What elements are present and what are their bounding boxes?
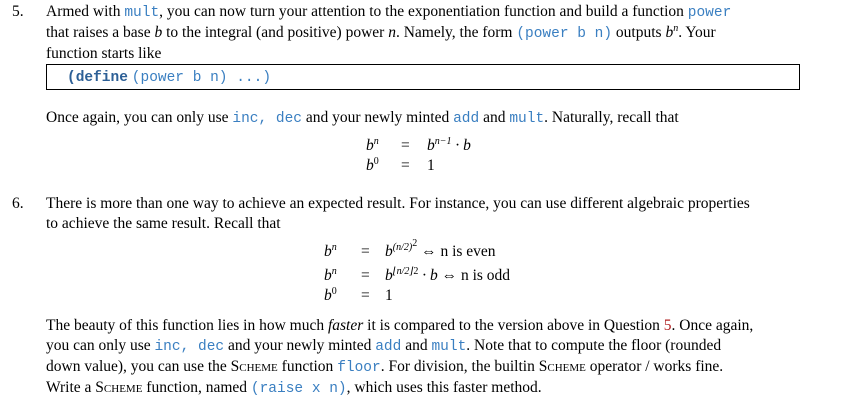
equation-b-lhs: $b^n$ — [324, 266, 337, 284]
math-bn: $b^n$ — [665, 23, 679, 41]
question-number: 6. — [12, 195, 24, 212]
equation-a-rel: = — [360, 243, 371, 260]
equation-a-rhs: $b^{(n/2)2}$ ⇔ n is even — [385, 238, 496, 260]
question-link[interactable]: 5 — [663, 317, 672, 334]
equation-2-rel: = — [400, 157, 411, 174]
scheme-name: Scheme — [230, 358, 278, 375]
code-inc-dec: inc, dec — [154, 339, 225, 355]
text: Once again, you can only use — [46, 109, 229, 126]
text: The beauty of this function lies in how much — [46, 317, 325, 334]
text: function — [281, 358, 334, 375]
text: . Note that to compute the floor (rounded — [466, 337, 722, 354]
text: . Your — [678, 24, 716, 41]
question-6-paragraph — [12, 316, 852, 399]
text: you can only use — [46, 337, 151, 354]
equation-1-rhs: $b^{n-1} \cdot b$ — [427, 136, 471, 154]
text: , which uses this faster method. — [346, 379, 542, 396]
code-mult: mult — [124, 5, 160, 21]
math-n: n — [388, 24, 396, 41]
code-power: power — [687, 5, 732, 21]
text: down value), you can use the — [46, 358, 227, 375]
code-block — [46, 64, 800, 90]
equation-c-lhs: $b^0$ — [324, 286, 337, 304]
text: to achieve the same result. Recall that — [46, 215, 281, 232]
text: it is compared to the version above in Question — [367, 317, 660, 334]
equation-b-rhs: $b^{⌊n/2⌋2} \cdot b$ ⇔ n is odd — [385, 266, 511, 284]
text: . Namely, the form — [395, 24, 513, 41]
equation-1-lhs: $b^n$ — [366, 136, 379, 154]
question-number: 5. — [12, 3, 24, 20]
code-text: (power b n) ...) — [131, 70, 272, 86]
text: operator / works fine. — [589, 358, 724, 375]
equation-c-rhs: 1 — [385, 287, 393, 304]
equation-c-rel: = — [360, 287, 371, 304]
text: . For division, the builtin — [380, 358, 535, 375]
code-floor: floor — [337, 360, 381, 376]
scheme-name: Scheme — [95, 379, 143, 396]
code-form: (power b n) — [516, 26, 613, 42]
code-keyword: (define — [67, 70, 128, 86]
text: Write a — [46, 379, 92, 396]
code-mult: mult — [509, 111, 545, 127]
equation-1-rel: = — [400, 137, 411, 154]
question-text — [46, 2, 852, 64]
math-b: b — [154, 24, 163, 41]
equation-a-lhs: $b^n$ — [324, 242, 337, 260]
code-add: add — [453, 111, 480, 127]
question-5 — [12, 2, 852, 64]
equation-2-rhs: 1 — [427, 157, 435, 174]
scheme-name: Scheme — [538, 358, 586, 375]
equation-b-rel: = — [360, 267, 371, 284]
text: function starts like — [46, 45, 162, 62]
text: There is more than one way to achieve an expected result. For instance, you can use different algebraic properties — [46, 195, 750, 212]
code-inc-dec: inc, dec — [232, 111, 302, 127]
emphasis: faster — [327, 317, 364, 334]
text: and your newly minted — [227, 337, 372, 354]
text: and your newly minted — [305, 109, 450, 126]
text: Armed with — [46, 3, 121, 20]
text: that raises a base — [46, 24, 151, 41]
question-6 — [12, 194, 852, 234]
text: , you can now turn your attention to the exponentiation function and build a function — [159, 3, 684, 20]
question-5-after — [12, 108, 852, 129]
text: and — [483, 109, 506, 126]
text: outputs — [615, 24, 662, 41]
text: to the integral (and positive) power — [166, 24, 385, 41]
code-mult: mult — [431, 339, 467, 355]
text: function, named — [146, 379, 248, 396]
code-add: add — [375, 339, 402, 355]
text: . Naturally, recall that — [544, 109, 679, 126]
text: and — [405, 337, 428, 354]
text: . Once again, — [671, 317, 754, 334]
equation-2-lhs: $b^0$ — [366, 156, 379, 174]
code-raise: (raise x n) — [250, 381, 347, 397]
